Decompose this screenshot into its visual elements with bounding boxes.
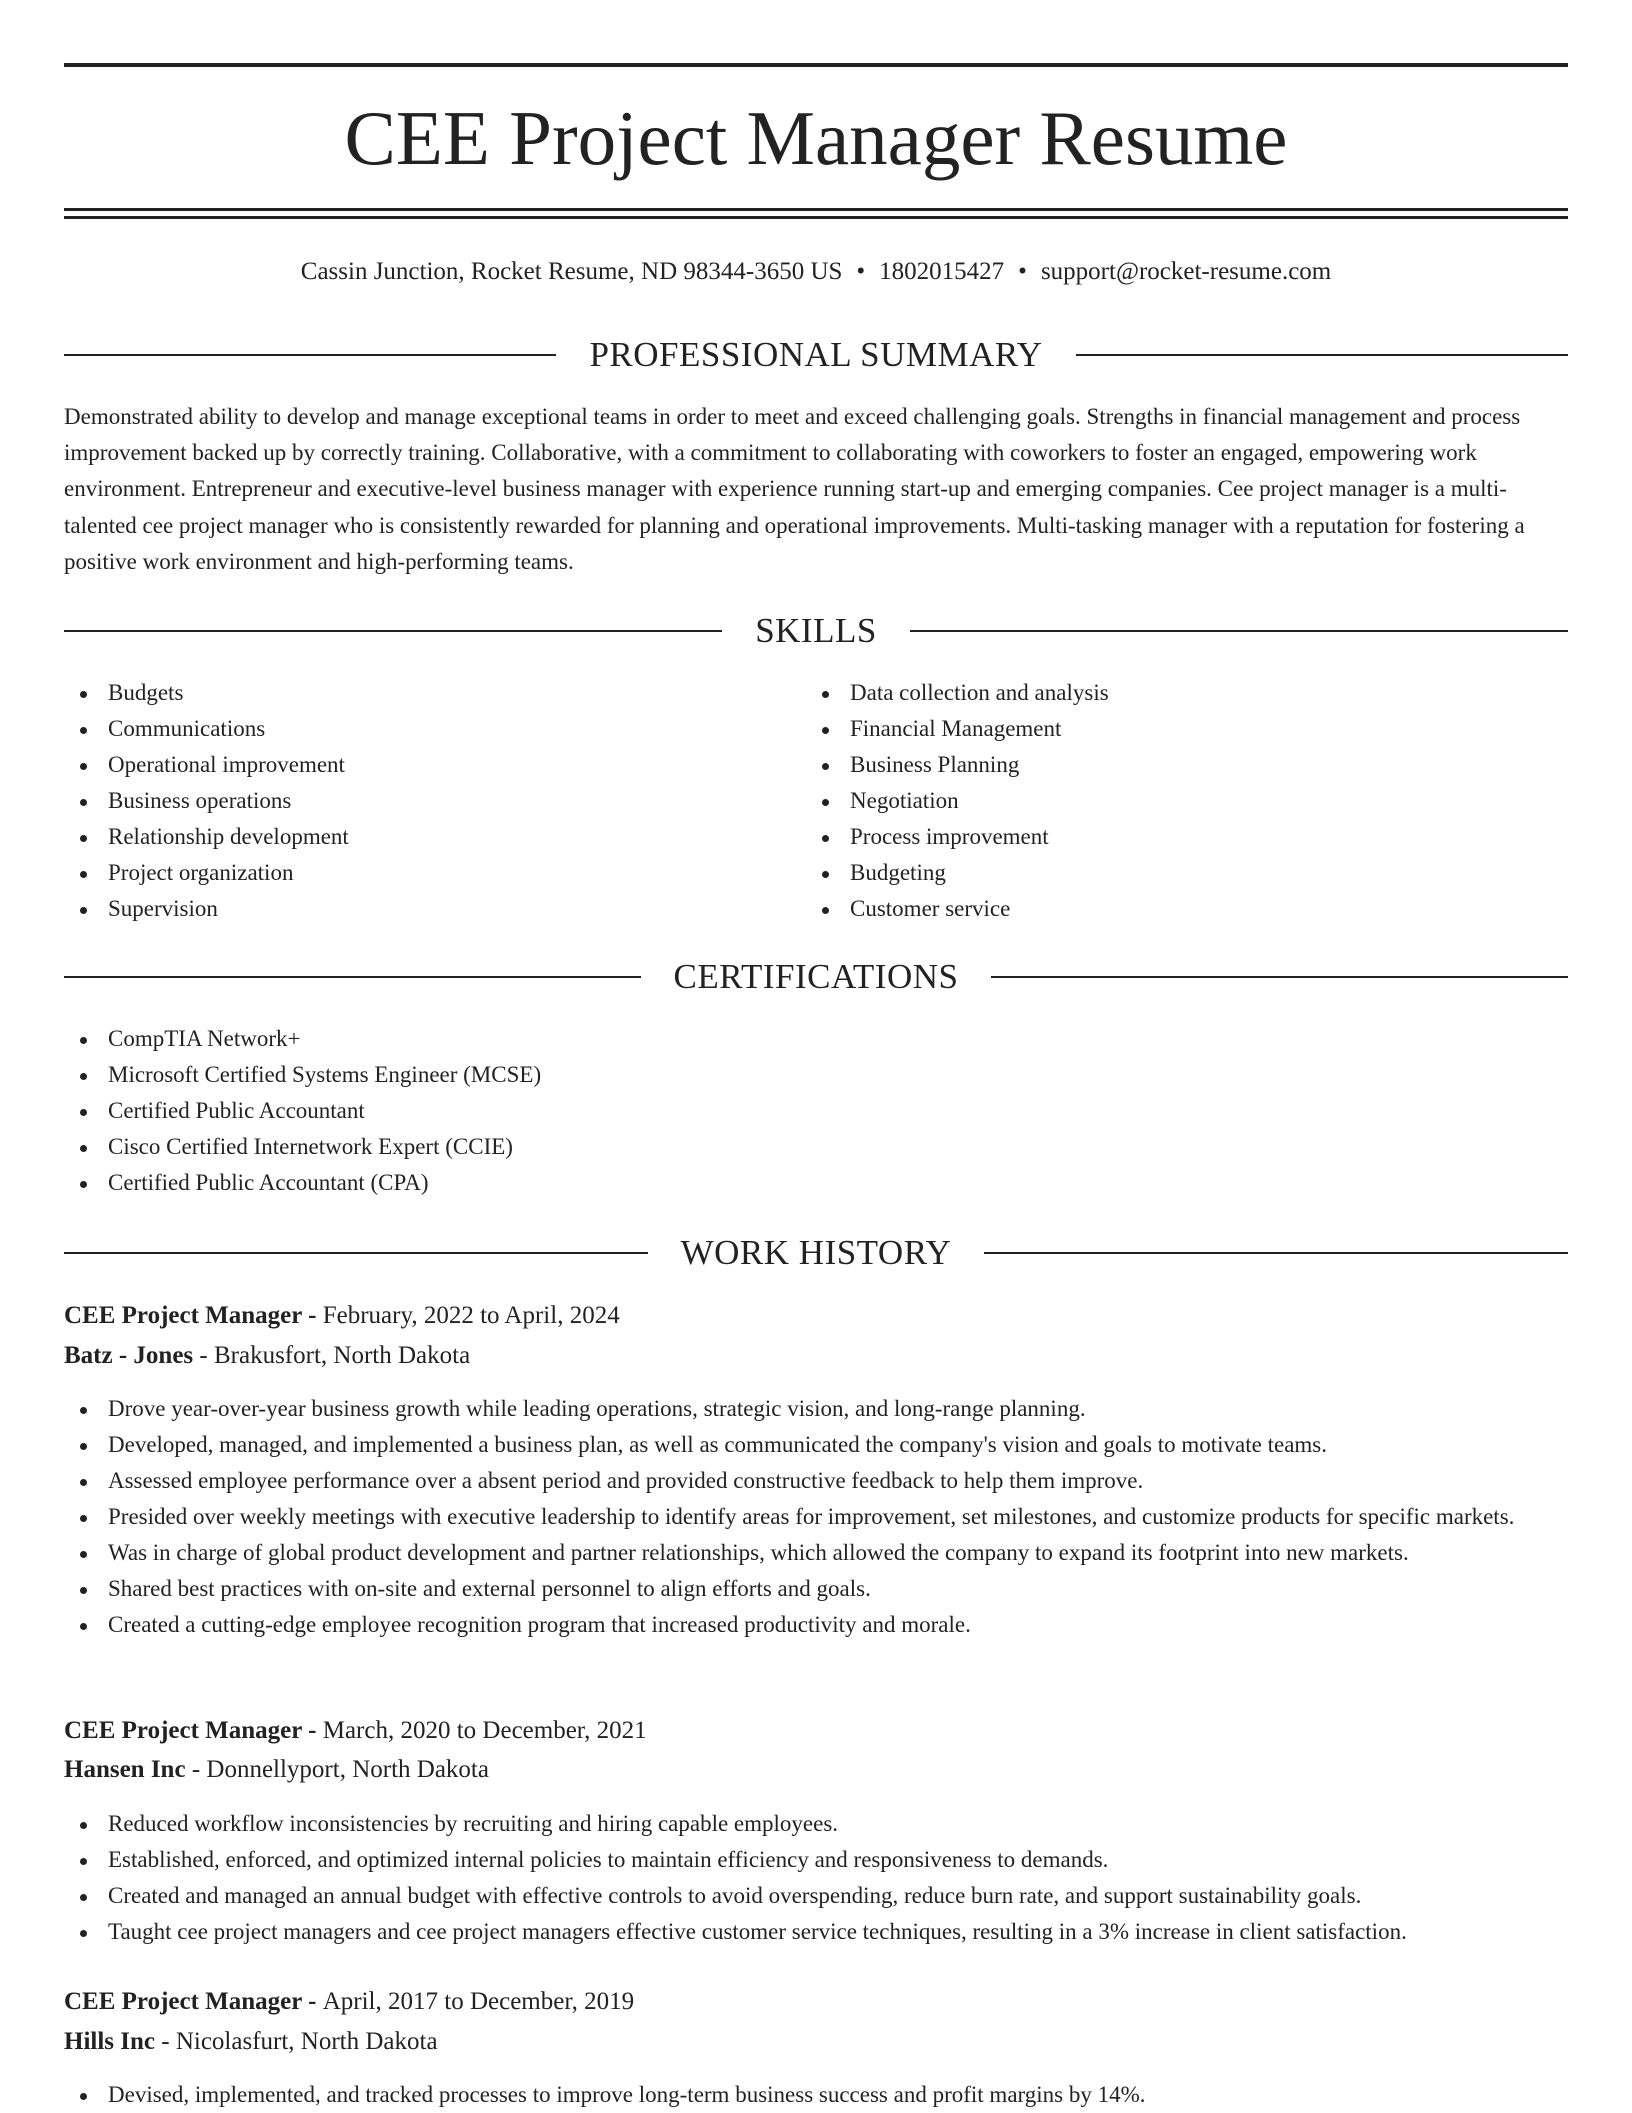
- contact-separator: •: [856, 258, 866, 285]
- job-title: CEE Project Manager: [64, 1988, 302, 2015]
- certification-item: Cisco Certified Internetwork Expert (CCIE): [64, 1129, 1568, 1165]
- contact-separator: •: [1018, 258, 1027, 285]
- job-bullets: [64, 2077, 1568, 2113]
- section-rule-left: [64, 354, 556, 356]
- resume-title: CEE Project Manager Resume: [344, 95, 1288, 181]
- title-rule-lower: [64, 216, 1568, 219]
- job-bullet-item: Drove year-over-year business growth while leading operations, strategic vision, and long-range planning.: [64, 1391, 1568, 1427]
- section-title-skills: SKILLS: [755, 611, 877, 650]
- job-bullet-item: Reduced workflow inconsistencies by recruiting and hiring capable employees.: [64, 1806, 1568, 1842]
- skill-item: Business operations: [64, 783, 764, 819]
- skill-item: Supervision: [64, 891, 764, 927]
- section-rule-right: [1076, 354, 1568, 356]
- job-title-line: [64, 1712, 1568, 1750]
- certification-item: Certified Public Accountant: [64, 1093, 1568, 1129]
- section-title-work-history: WORK HISTORY: [680, 1233, 952, 1272]
- skill-item: Data collection and analysis: [806, 675, 1506, 711]
- job-bullet-item: Assessed employee performance over a absent period and provided constructive feedback to help them improve.: [64, 1463, 1568, 1499]
- job-employer-line: [64, 1337, 1568, 1375]
- job-title-line: [64, 1983, 1568, 2021]
- job-bullet-item: Created a cutting-edge employee recognition program that increased productivity and morale.: [64, 1607, 1568, 1643]
- section-rule-left: [64, 630, 722, 632]
- job-dates: February, 2022 to April, 2024: [322, 1302, 620, 1329]
- job-bullet-item: Presided over weekly meetings with executive leadership to identify areas for improvement, set milestones, and customize products for specific markets.: [64, 1499, 1568, 1535]
- job-employer-separator: -: [185, 1756, 207, 1783]
- job-title-separator: -: [301, 1988, 323, 2015]
- contact-line: [64, 254, 1568, 290]
- job-employer: Hansen Inc: [64, 1756, 186, 1783]
- skill-item: Customer service: [806, 891, 1506, 927]
- contact-address: Cassin Junction, Rocket Resume, ND 98344-3650 US: [300, 258, 843, 285]
- top-rule: [64, 63, 1568, 67]
- contact-phone: 1802015427: [879, 258, 1005, 285]
- job-bullet-item: Created and managed an annual budget with effective controls to avoid overspending, reduce burn rate, and support sustainability goals.: [64, 1878, 1568, 1914]
- contact-email: support@rocket-resume.com: [1040, 258, 1332, 285]
- section-rule-right: [910, 630, 1568, 632]
- job-bullet-item: Established, enforced, and optimized internal policies to maintain efficiency and responsiveness to demands.: [64, 1842, 1568, 1878]
- job-title: CEE Project Manager: [64, 1717, 302, 1744]
- skill-item: Operational improvement: [64, 747, 764, 783]
- skill-item: Budgets: [64, 675, 764, 711]
- section-header-certifications: [64, 955, 1568, 999]
- section-header-work-history: [64, 1231, 1568, 1275]
- job-location: Brakusfort, North Dakota: [213, 1342, 471, 1369]
- job-employer-line: [64, 2023, 1568, 2061]
- job-bullet-item: Developed, managed, and implemented a business plan, as well as communicated the company's vision and goals to motivate teams.: [64, 1427, 1568, 1463]
- certifications-list: [64, 1021, 1568, 1201]
- job-title-separator: -: [301, 1302, 323, 1329]
- skill-item: Business Planning: [806, 747, 1506, 783]
- job-bullets: [64, 1806, 1568, 1950]
- section-title-certifications: CERTIFICATIONS: [673, 957, 959, 996]
- skill-item: Process improvement: [806, 819, 1506, 855]
- certification-item: Microsoft Certified Systems Engineer (MCSE): [64, 1057, 1568, 1093]
- job-location: Nicolasfurt, North Dakota: [175, 2028, 438, 2055]
- section-rule-right: [991, 976, 1568, 978]
- skill-item: Relationship development: [64, 819, 764, 855]
- job-employer: Batz - Jones: [64, 1342, 194, 1369]
- job-bullet-item: Shared best practices with on-site and external personnel to align efforts and goals.: [64, 1571, 1568, 1607]
- summary-text: Demonstrated ability to develop and manage exceptional teams in order to meet and exceed challenging goals. Strengths in financial management and process improvement backed up by correctly training. Collaborative, with a commitment to collaborating with coworkers to foster an engaged, empowering work environment. Entrepreneur and executive-level business manager with experience running start-up and emerging companies. Cee project manager is a multi-talented cee project manager who is consistently rewarded for planning and operational improvements. Multi-tasking manager with a reputation for fostering a positive work environment and high-performing teams.: [64, 404, 1525, 574]
- job-employer: Hills Inc: [64, 2028, 155, 2055]
- job-employer-line: [64, 1751, 1568, 1789]
- job-bullets: [64, 1391, 1568, 1643]
- job-title-line: [64, 1297, 1568, 1335]
- skill-item: Negotiation: [806, 783, 1506, 819]
- skill-item: Communications: [64, 711, 764, 747]
- job-bullet-item: Taught cee project managers and cee project managers effective customer service techniques, resulting in a 3% increase in client satisfaction.: [64, 1914, 1568, 1950]
- section-header-summary: [64, 333, 1568, 377]
- skill-item: Project organization: [64, 855, 764, 891]
- job-bullet-item: Devised, implemented, and tracked processes to improve long-term business success and profit margins by 14%.: [64, 2077, 1568, 2113]
- section-rule-right: [984, 1252, 1568, 1254]
- title-rule-upper: [64, 208, 1568, 211]
- job-dates: April, 2017 to December, 2019: [322, 1988, 635, 2015]
- job-employer-separator: -: [155, 2028, 176, 2055]
- job-bullet-item: Was in charge of global product development and partner relationships, which allowed the company to expand its footprint into new markets.: [64, 1535, 1568, 1571]
- section-header-skills: [64, 609, 1568, 653]
- job-title: CEE Project Manager: [64, 1302, 302, 1329]
- job-title-separator: -: [301, 1717, 323, 1744]
- skill-item: Budgeting: [806, 855, 1506, 891]
- job-dates: March, 2020 to December, 2021: [322, 1717, 647, 1744]
- section-title-summary: PROFESSIONAL SUMMARY: [589, 335, 1043, 374]
- certification-item: CompTIA Network+: [64, 1021, 1568, 1057]
- job-location: Donnellyport, North Dakota: [206, 1756, 489, 1783]
- skill-item: Financial Management: [806, 711, 1506, 747]
- certification-item: Certified Public Accountant (CPA): [64, 1165, 1568, 1201]
- section-rule-left: [64, 1252, 648, 1254]
- skills-list-left: [64, 675, 764, 927]
- skills-list-right: [806, 675, 1506, 927]
- job-employer-separator: -: [193, 1342, 214, 1369]
- section-rule-left: [64, 976, 641, 978]
